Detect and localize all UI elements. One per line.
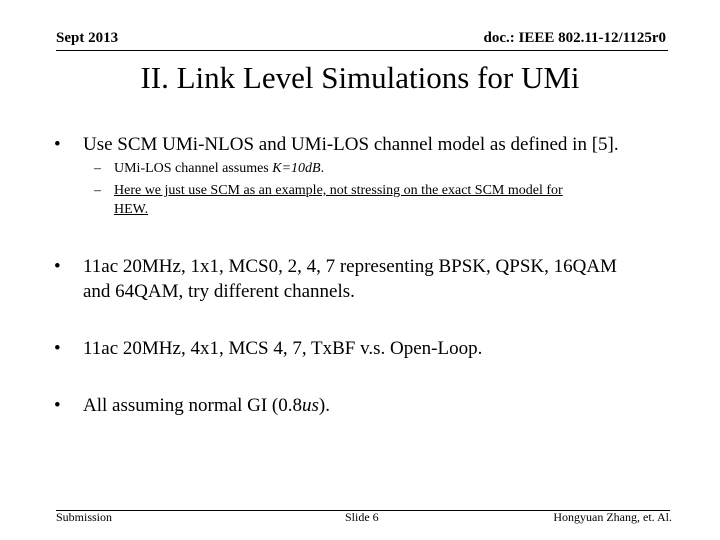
bullet-4-emph: us [302, 395, 319, 416]
dash-icon: – [94, 183, 101, 198]
bullet-dot-icon: • [54, 256, 61, 277]
header-date: Sept 2013 [56, 30, 119, 46]
bullet-1-text: Use SCM UMi-NLOS and UMi-LOS channel model as defined in [5]. [83, 134, 619, 155]
slide-title: II. Link Level Simulations for UMi [140, 60, 580, 95]
bullet-4-prefix: All assuming normal GI (0.8 [83, 395, 303, 416]
footer-submission: Submission [56, 510, 113, 524]
header-doc-id: doc.: IEEE 802.11-12/1125r0 [483, 30, 666, 46]
bullet-2-line2: and 64QAM, try different channels. [83, 281, 355, 302]
sub-bullet-1-emph: K=10dB [272, 161, 321, 176]
bullet-dot-icon: • [54, 338, 61, 359]
header-divider [56, 50, 668, 51]
sub-bullet-1-prefix: UMi-LOS channel assumes [114, 161, 273, 176]
sub-bullet-2-line1: Here we just use SCM as an example, not stressing on the exact SCM model for [114, 183, 563, 198]
dash-icon: – [94, 161, 101, 176]
bullet-2-line1: 11ac 20MHz, 1x1, MCS0, 2, 4, 7 representing BPSK, QPSK, 16QAM [83, 256, 617, 277]
bullet-4-suffix: ). [318, 395, 330, 416]
sub-bullet-2-line2: HEW. [114, 202, 149, 217]
footer-slide-number: Slide 6 [345, 510, 379, 524]
bullet-dot-icon: • [54, 395, 61, 416]
sub-bullet-1-suffix: . [320, 161, 325, 176]
bullet-3-text: 11ac 20MHz, 4x1, MCS 4, 7, TxBF v.s. Open-Loop. [83, 338, 483, 359]
footer-author: Hongyuan Zhang, et. Al. [553, 510, 672, 524]
bullet-dot-icon: • [54, 134, 61, 155]
